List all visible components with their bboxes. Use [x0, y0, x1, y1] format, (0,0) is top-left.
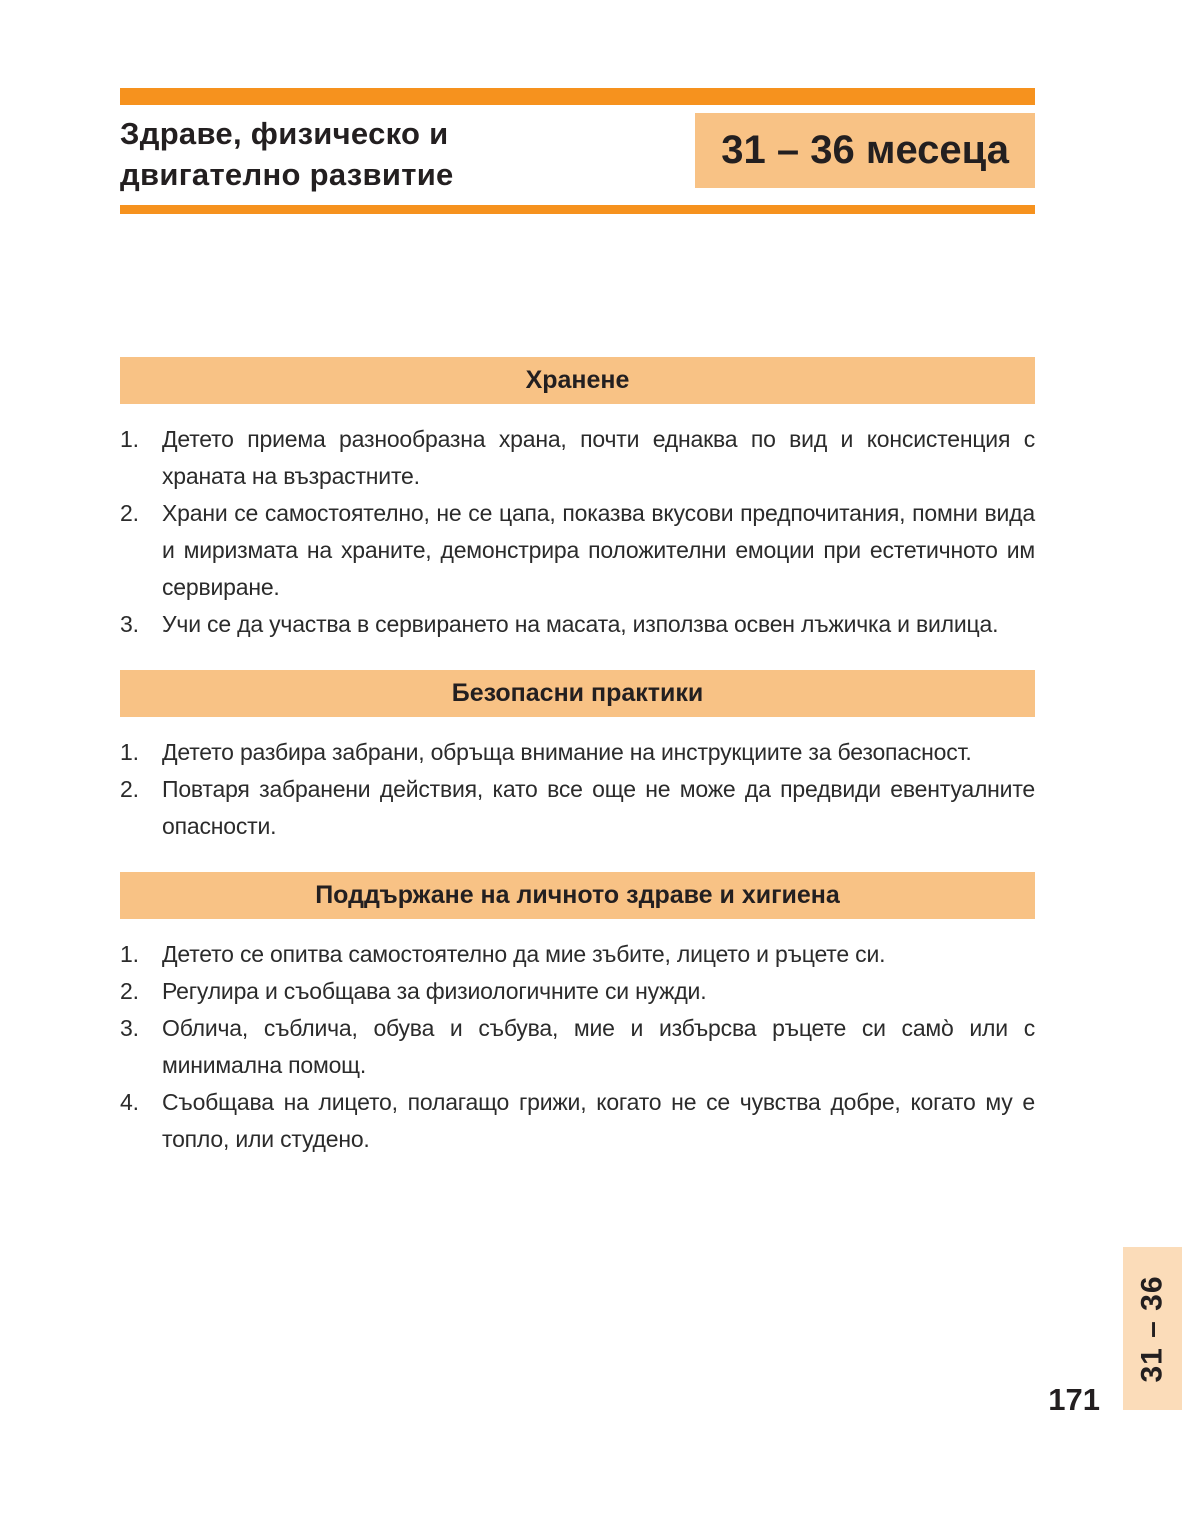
list-item-text: Повтаря забранени действия, като все още не може да предвиди евентуалните опасности.	[162, 776, 1035, 839]
list-item-text: Учи се да участва в сервирането на масата, използва освен лъжичка и вилица.	[162, 611, 999, 637]
list-item-number: 1.	[120, 426, 139, 452]
page-title	[120, 113, 454, 195]
section-header: Безопасни практики	[120, 670, 1035, 717]
list-item-text: Детето приема разнообразна храна, почти еднаква по вид и консистенция с храната на възрастните.	[162, 426, 1035, 489]
list-item	[120, 1084, 1035, 1158]
list-item-number: 3.	[120, 611, 139, 637]
list-item-number: 2.	[120, 978, 139, 1004]
list-item-text: Храни се самостоятелно, не се цапа, показва вкусови предпочитания, помни вида и миризмата на храните, демонстрира положителни емоции при естетичното им сервиране.	[162, 500, 1035, 600]
list-item	[120, 1010, 1035, 1084]
list-item-number: 4.	[120, 1089, 139, 1115]
section-list	[120, 734, 1035, 845]
page-number: 171	[1048, 1382, 1100, 1417]
section-header: Хранене	[120, 357, 1035, 404]
list-item	[120, 936, 1035, 973]
section-list	[120, 936, 1035, 1158]
list-item-number: 1.	[120, 739, 139, 765]
page-title-line-2: двигателно развитие	[120, 157, 454, 192]
list-item	[120, 421, 1035, 495]
list-item	[120, 973, 1035, 1010]
list-item-text: Регулира и съобщава за физиологичните си нужди.	[162, 978, 707, 1004]
list-item-text: Облича, съблича, обува и събува, мие и избърсва ръцете си само̀ или с минимална помощ.	[162, 1015, 1035, 1078]
header-bottom-rule	[120, 205, 1035, 214]
list-item-text: Съобщава на лицето, полагащо грижи, когато не се чувства добре, когато му е топло, или студено.	[162, 1089, 1035, 1152]
list-item	[120, 606, 1035, 643]
section-list	[120, 421, 1035, 643]
list-item-number: 2.	[120, 500, 139, 526]
sections-container	[120, 357, 1035, 1185]
age-range-badge: 31 – 36 месеца	[695, 113, 1035, 188]
header-top-rule	[120, 88, 1035, 105]
list-item	[120, 495, 1035, 606]
list-item-text: Детето се опитва самостоятелно да мие зъбите, лицето и ръцете си.	[162, 941, 886, 967]
list-item	[120, 771, 1035, 845]
list-item-number: 1.	[120, 941, 139, 967]
list-item-text: Детето разбира забрани, обръща внимание на инструкциите за безопасност.	[162, 739, 972, 765]
list-item-number: 3.	[120, 1015, 139, 1041]
list-item-number: 2.	[120, 776, 139, 802]
side-tab	[1123, 1247, 1182, 1410]
page-header	[120, 88, 1035, 214]
list-item	[120, 734, 1035, 771]
section-header: Поддържане на личното здраве и хигиена	[120, 872, 1035, 919]
header-row	[120, 113, 1035, 195]
side-tab-label: 31 – 36	[1135, 1274, 1169, 1383]
page-title-line-1: Здраве, физическо и	[120, 116, 449, 151]
